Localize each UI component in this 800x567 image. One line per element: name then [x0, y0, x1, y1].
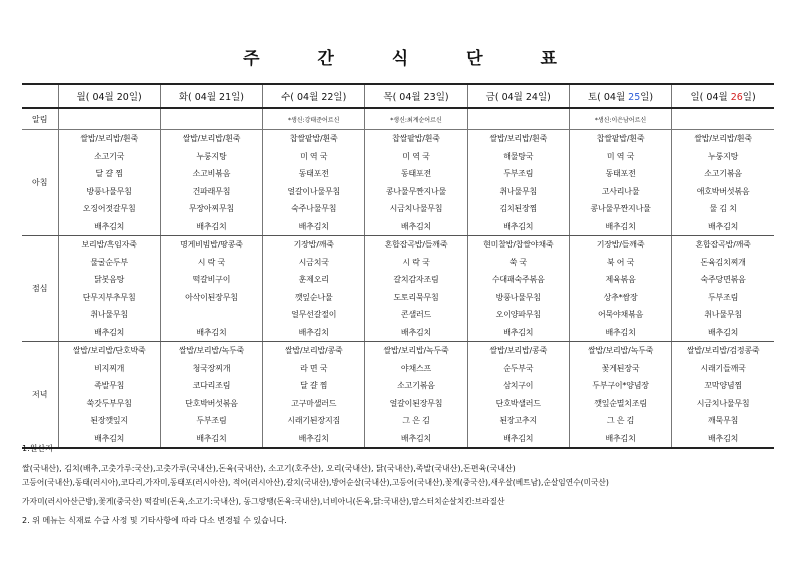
- day-header-5: [467, 84, 569, 108]
- menu-item: 단호박버섯볶음: [185, 398, 238, 408]
- meal-row-2: [22, 236, 774, 342]
- menu-item: 야채스프: [400, 363, 432, 373]
- menu-item: 얼갈이나물무침: [287, 186, 341, 196]
- menu-item: 비지찌개: [94, 363, 125, 373]
- menu-item: 배추김치: [503, 327, 534, 337]
- menu-item: 얼무선갈절이: [291, 310, 337, 319]
- menu-cell: [263, 236, 365, 342]
- menu-item: 배추김치: [298, 327, 329, 337]
- menu-cell: [58, 342, 160, 449]
- meal-label: 점심: [22, 236, 58, 342]
- menu-item: 두부구이*양념장: [592, 381, 649, 390]
- menu-item: 갈치감자조림: [393, 275, 439, 284]
- menu-cell: [467, 342, 569, 449]
- menu-item: 배추김치: [94, 327, 125, 337]
- menu-item: 배추김치: [196, 433, 227, 443]
- day-header-date: 21: [219, 92, 232, 103]
- day-header-suffix: 일): [333, 92, 347, 103]
- menu-item: 두부조림: [196, 416, 227, 425]
- origin-title: 1.원산지: [22, 444, 53, 453]
- menu-item: 배추김치: [94, 221, 125, 231]
- menu-cell: [160, 342, 262, 449]
- day-header-date: 23: [423, 92, 436, 103]
- menu-item: 어묵야채볶음: [597, 310, 644, 319]
- menu-item: 누룽지탕: [708, 151, 739, 161]
- menu-cell: [263, 342, 365, 449]
- menu-item: 취나물무침: [704, 310, 742, 319]
- menu-item: 방풍나물무침: [495, 292, 541, 302]
- menu-item: 두부조림: [708, 292, 739, 302]
- menu-item: 배추김치: [94, 433, 125, 443]
- day-header-prefix: 화( 04월: [178, 92, 220, 103]
- menu-item: 시금치나물무침: [389, 204, 443, 213]
- menu-change-notice: 2. 위 메뉴는 식재료 수급 사정 및 기타사항에 따라 다소 변경될 수 있습니다.: [22, 516, 287, 525]
- menu-item: 현미찰밥/찹쌀야채죽: [483, 240, 554, 249]
- menu-item: 코다리조림: [192, 381, 231, 390]
- menu-item: 애호박버섯볶음: [696, 186, 750, 196]
- day-header-1: [58, 84, 160, 108]
- menu-item: 기장밥/깨죽: [293, 240, 334, 249]
- menu-item: 쌀밥/보리밥/녹두죽: [383, 346, 449, 355]
- menu-item: 고구마샐러드: [291, 398, 337, 408]
- header-corner: [22, 84, 58, 108]
- menu-item: 쌀밥/보리밥/녹두죽: [587, 346, 654, 355]
- menu-item: 배추김치: [708, 433, 739, 443]
- menu-item: 취나물무침: [499, 186, 538, 196]
- menu-item: 닭봇음탕: [94, 275, 125, 284]
- menu-item: 물굴순두부: [90, 257, 128, 267]
- day-header-prefix: 토( 04월: [587, 92, 629, 103]
- menu-item: 누룽지탕: [196, 151, 227, 161]
- menu-item: 쌀밥/보리밥/녹두죽: [178, 346, 245, 355]
- menu-item: 찹쌀팥밥/흰죽: [392, 134, 440, 143]
- day-header-prefix: 일( 04월: [690, 92, 731, 103]
- menu-cell: [160, 236, 262, 342]
- menu-item: 배추김치: [400, 221, 432, 231]
- menu-cell: [365, 236, 467, 342]
- menu-item: 단호박샐러드: [495, 398, 541, 408]
- menu-cell: [672, 236, 774, 342]
- menu-item: 순두부국: [503, 363, 534, 373]
- menu-item: 동태포전: [298, 169, 329, 178]
- menu-item: 도토리묵무침: [393, 292, 439, 302]
- day-note-7: [672, 108, 774, 130]
- menu-item: 혼합잡곡밥/깨죽: [695, 240, 751, 249]
- menu-item: 쌀밥/보리밥/단호박죽: [72, 346, 146, 355]
- origin-line-2: 고등어(국내산),동태(러시아),코다리,가자미,동태포(러시아산), 적어(러시아산),갈치(국내산),방어순살(국내산),고등어(국내산),꽃게(중국산),새우살(베트남),순살임연수(미국산): [22, 478, 609, 487]
- menu-item: 해물탕국: [503, 151, 534, 161]
- menu-item: 라 면 국: [300, 363, 328, 373]
- menu-item: 두부조림: [503, 169, 534, 178]
- menu-item: 북 어 국: [606, 257, 635, 267]
- menu-item: 얼갈이된장무침: [389, 398, 443, 408]
- menu-cell: [569, 236, 671, 342]
- day-header-date: 25: [628, 92, 641, 103]
- menu-item: 배추김치: [503, 433, 534, 443]
- menu-item: 시 락 국: [197, 257, 226, 267]
- origin-line-3: 가자미(러시아산근방),꽃게(중국산) 떡갈비(돈육,소고기:국내산), 동그랑땡(돈육:국내산),너비아니(돈육,닭:국내산),맘스터치순살치킨:브라질산: [22, 497, 505, 506]
- menu-item: 배추김치: [708, 327, 739, 337]
- menu-item: 물 김 치: [709, 204, 737, 213]
- menu-item: 무장아찌무침: [188, 204, 234, 213]
- day-header-suffix: 일): [231, 92, 245, 103]
- menu-item: 쌀밥/보리밥/흰죽: [694, 134, 752, 143]
- menu-cell: [672, 130, 774, 236]
- menu-cell: [467, 236, 569, 342]
- day-header-suffix: 일): [435, 92, 449, 103]
- notice-row: [22, 108, 774, 130]
- menu-item: 기장밥/들깨죽: [596, 240, 645, 249]
- menu-item: 배추김치: [708, 221, 739, 231]
- menu-item: 콩나물무짠지나물: [590, 204, 651, 213]
- menu-cell: [569, 130, 671, 236]
- menu-item: 삼치구이: [503, 381, 534, 390]
- menu-item: 시금치나물무침: [696, 398, 750, 408]
- menu-item: 미 역 국: [606, 151, 635, 161]
- day-header-6: [569, 84, 671, 108]
- menu-item: 꽃게된장국: [601, 363, 640, 373]
- day-note-4: *생신:최계순어르신: [365, 108, 467, 130]
- day-header-date: 26: [730, 92, 743, 103]
- day-header-suffix: 일): [128, 92, 142, 103]
- menu-item: 오징어젓갈무침: [82, 204, 136, 213]
- day-header-date: 20: [116, 92, 129, 103]
- day-header-prefix: 수( 04월: [281, 92, 322, 103]
- menu-item: 쑥 국: [509, 257, 527, 267]
- menu-item: 쌀밥/보리밥/콩죽: [489, 346, 548, 355]
- menu-item: 배추김치: [400, 433, 432, 443]
- menu-item: 제육볶음: [605, 275, 636, 284]
- day-header-suffix: 일): [537, 92, 551, 103]
- menu-item: 아삭이된장무침: [185, 292, 238, 302]
- day-header-suffix: 일): [742, 92, 756, 103]
- menu-item: 콩나물무짠지나물: [385, 186, 447, 196]
- menu-item: 배추김치: [605, 221, 636, 231]
- menu-item: 고사리나물: [601, 186, 640, 196]
- menu-item: 그 은 김: [606, 416, 635, 425]
- menu-item: 김치된장찜: [499, 204, 538, 213]
- menu-item: 동태포전: [400, 169, 432, 178]
- menu-item: 수대패숙주볶음: [491, 275, 545, 284]
- meal-row-3: [22, 342, 774, 449]
- day-note-6: *생신:이은남어르신: [569, 108, 671, 130]
- menu-cell: [365, 342, 467, 449]
- menu-cell: [160, 130, 262, 236]
- menu-item: 배추김치: [196, 327, 227, 337]
- origin-line-1: 쌀(국내산), 김치(배추,고춧가루:국산),고춧가루(국내산),돈육(국내산), 소고기(호주산), 오리(국내산), 닭(국내산),족발(국내산),돈편육(국내산): [22, 464, 516, 473]
- menu-item: 배추김치: [605, 327, 636, 337]
- day-header-prefix: 금( 04월: [485, 92, 526, 103]
- menu-cell: [467, 130, 569, 236]
- menu-item: 꼬막양념찜: [704, 381, 742, 390]
- menu-item: 단무지부추무침: [82, 292, 136, 302]
- menu-item: 찹쌀팥밥/흰죽: [289, 134, 338, 143]
- menu-item: 소고기볶음: [704, 169, 742, 178]
- day-note-1: [58, 108, 160, 130]
- menu-item: 배추김치: [400, 327, 432, 337]
- menu-item: 깻잎순나물: [294, 292, 333, 302]
- menu-item: 숙주당면볶음: [700, 275, 746, 284]
- menu-item: 배추김치: [503, 221, 534, 231]
- menu-item: 쑥갓두부무침: [86, 398, 132, 408]
- day-header-4: [365, 84, 467, 108]
- menu-item: 시래기들깨국: [700, 363, 746, 373]
- menu-cell: [263, 130, 365, 236]
- menu-item: 혼합잡곡밥/들깨죽: [384, 240, 448, 249]
- menu-item: 배추김치: [196, 221, 227, 231]
- menu-item: 시래기된장지짐: [287, 416, 341, 425]
- day-note-5: [467, 108, 569, 130]
- menu-item: 쌀밥/보리밥/흰죽: [182, 134, 241, 143]
- menu-item: 쌀밥/보리밥/흰죽: [489, 134, 548, 143]
- menu-item: 배추김치: [298, 221, 329, 231]
- day-header-3: [263, 84, 365, 108]
- menu-item: [161, 306, 262, 324]
- menu-item: 상추*쌈장: [603, 292, 638, 302]
- menu-item: 건파래무침: [192, 186, 231, 196]
- menu-item: 숙주나물무침: [291, 204, 337, 213]
- page-title: 주 간 식 단 표: [243, 49, 583, 69]
- menu-item: 달 걀 찜: [300, 381, 328, 390]
- day-header-prefix: 목( 04월: [383, 92, 424, 103]
- day-header-date: 22: [321, 92, 334, 103]
- menu-item: 쌀밥/보리밥/검정콩죽: [686, 346, 760, 355]
- day-header-suffix: 일): [640, 92, 654, 103]
- menu-item: 돈육김치찌개: [700, 257, 746, 267]
- day-note-2: [160, 108, 262, 130]
- menu-item: 소고기볶음: [397, 381, 435, 390]
- day-header-date: 24: [525, 92, 538, 103]
- notice-label: 알림: [22, 108, 58, 130]
- menu-item: 취나물무침: [90, 310, 128, 319]
- menu-item: 동태포전: [605, 169, 636, 178]
- menu-item: 깨묵무침: [708, 416, 739, 425]
- menu-cell: [365, 130, 467, 236]
- menu-item: 콘샐러드: [400, 310, 432, 319]
- menu-cell: [58, 130, 160, 236]
- menu-item: 소고기국: [94, 151, 125, 161]
- meal-label: 아침: [22, 130, 58, 236]
- meal-label: 저녁: [22, 342, 58, 449]
- menu-item: 시 락 국: [402, 257, 430, 267]
- menu-item: 된장고추지: [499, 416, 538, 425]
- menu-item: 그 은 김: [402, 416, 430, 425]
- menu-item: 보리밥/흑임자죽: [81, 240, 137, 249]
- day-header-7: [672, 84, 774, 108]
- meal-row-1: [22, 130, 774, 236]
- menu-item: 시금치국: [298, 257, 329, 267]
- menu-cell: [58, 236, 160, 342]
- menu-item: 족발무침: [94, 381, 125, 390]
- menu-item: 쌀밥/보리밥/흰죽: [80, 134, 138, 143]
- day-header-prefix: 월( 04월: [76, 92, 117, 103]
- menu-item: 배추김치: [298, 433, 329, 443]
- menu-item: 깻잎순멸치조림: [594, 398, 647, 408]
- menu-item: 떡갈비구이: [192, 275, 231, 284]
- day-header-2: [160, 84, 262, 108]
- menu-item: 미 역 국: [402, 151, 430, 161]
- menu-item: 소고비볶음: [192, 169, 231, 178]
- menu-item: 훈제오리: [298, 275, 329, 284]
- menu-cell: [672, 342, 774, 449]
- menu-item: 미 역 국: [300, 151, 328, 161]
- day-note-3: *생신:강태준어르신: [263, 108, 365, 130]
- weekly-menu-table: [22, 83, 774, 449]
- menu-item: 된장깻잎지: [90, 416, 128, 425]
- menu-item: 오이양파무침: [495, 310, 541, 319]
- menu-cell: [569, 342, 671, 449]
- menu-item: 달 걀 찜: [95, 169, 123, 178]
- day-header-row: [22, 84, 774, 108]
- menu-item: 방풍나물무침: [86, 186, 132, 196]
- menu-item: 청국장찌개: [192, 363, 231, 373]
- menu-item: 쌀밥/보리밥/콩죽: [284, 346, 343, 355]
- menu-item: 명게비빔밥/땅콩죽: [180, 240, 243, 249]
- menu-item: 배추김치: [605, 433, 636, 443]
- menu-item: 찹쌀팥밥/흰죽: [596, 134, 645, 143]
